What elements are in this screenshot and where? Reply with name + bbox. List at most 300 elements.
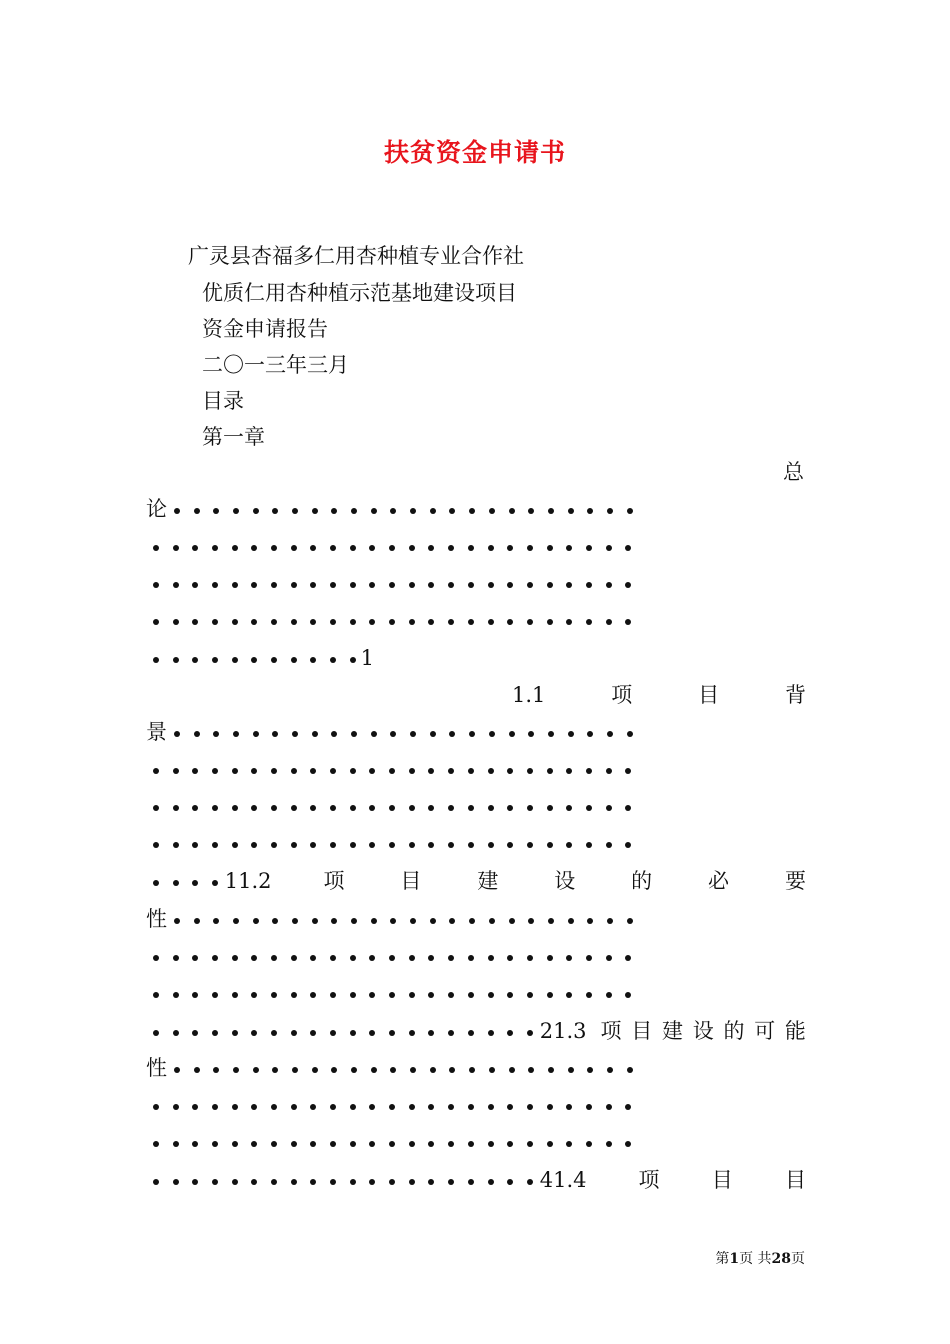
leader-dot bbox=[587, 1067, 593, 1073]
leader-dot bbox=[153, 1179, 159, 1185]
leader-dot bbox=[310, 805, 316, 811]
leader-dot bbox=[509, 508, 515, 514]
leader-dot bbox=[625, 955, 631, 961]
leader-dot bbox=[351, 1067, 357, 1073]
leader-dot bbox=[448, 582, 454, 588]
leader-dot bbox=[428, 1179, 434, 1185]
toc-line bbox=[146, 719, 806, 745]
toc-line bbox=[512, 682, 806, 708]
leader-dot bbox=[291, 1141, 297, 1147]
leader-dot bbox=[507, 545, 513, 551]
toc-line bbox=[146, 906, 806, 932]
leader-dot bbox=[507, 1104, 513, 1110]
leader-dot bbox=[310, 545, 316, 551]
leader-dot bbox=[527, 1104, 533, 1110]
leader-dot bbox=[448, 992, 454, 998]
leader-dot bbox=[606, 582, 612, 588]
leader-dot bbox=[251, 1104, 257, 1110]
toc-text: 景 bbox=[146, 720, 167, 744]
leader-dot bbox=[409, 842, 415, 848]
leader-dot bbox=[449, 731, 455, 737]
leader-dot bbox=[153, 1141, 159, 1147]
leader-dot bbox=[194, 1067, 200, 1073]
toc-text: 建 bbox=[661, 1019, 683, 1043]
leader-dot bbox=[489, 918, 495, 924]
leader-dot bbox=[448, 1141, 454, 1147]
leader-dot bbox=[310, 657, 316, 663]
leader-dot bbox=[173, 1179, 179, 1185]
leader-dot bbox=[627, 918, 633, 924]
page-footer bbox=[0, 1248, 805, 1268]
leader-dot bbox=[389, 1104, 395, 1110]
leader-dot bbox=[350, 955, 356, 961]
leader-dot bbox=[330, 545, 336, 551]
leader-dot bbox=[468, 955, 474, 961]
leader-dot bbox=[625, 582, 631, 588]
leader-dot bbox=[310, 582, 316, 588]
leader-dot bbox=[488, 1141, 494, 1147]
leader-dot bbox=[587, 508, 593, 514]
leader-dot bbox=[528, 731, 534, 737]
leader-dot bbox=[291, 842, 297, 848]
leader-dots bbox=[146, 756, 638, 782]
leader-dot bbox=[527, 582, 533, 588]
leader-dot bbox=[291, 545, 297, 551]
leader-dot bbox=[547, 1104, 553, 1110]
leader-dot bbox=[251, 1030, 257, 1036]
leader-dot bbox=[331, 731, 337, 737]
leader-dot bbox=[448, 842, 454, 848]
toc-text: 设 bbox=[554, 869, 576, 893]
leader-dot bbox=[428, 582, 434, 588]
toc-text: 项 bbox=[611, 683, 633, 707]
leader-dot bbox=[430, 1067, 436, 1073]
leader-dot bbox=[213, 918, 219, 924]
leader-dot bbox=[468, 582, 474, 588]
leader-dot bbox=[606, 1141, 612, 1147]
leader-dot bbox=[527, 768, 533, 774]
leader-dots bbox=[146, 607, 638, 633]
leader-dot bbox=[428, 955, 434, 961]
leader-dot bbox=[488, 1030, 494, 1036]
leader-dot bbox=[291, 1104, 297, 1110]
leader-dot bbox=[173, 842, 179, 848]
leader-dot bbox=[547, 955, 553, 961]
toc-text: 能 bbox=[784, 1019, 806, 1043]
leader-dot bbox=[430, 508, 436, 514]
leader-dot bbox=[428, 1104, 434, 1110]
leader-dot bbox=[527, 1030, 533, 1036]
toc-line bbox=[146, 645, 806, 671]
footer-page-number: 1 bbox=[729, 1251, 740, 1267]
leader-dot bbox=[153, 582, 159, 588]
leader-dot bbox=[607, 731, 613, 737]
leader-dot bbox=[310, 955, 316, 961]
leader-dot bbox=[233, 508, 239, 514]
leader-dot bbox=[251, 657, 257, 663]
leader-dot bbox=[587, 918, 593, 924]
leader-dot bbox=[194, 508, 200, 514]
leader-dot bbox=[428, 545, 434, 551]
leader-dot bbox=[390, 1067, 396, 1073]
leader-dot bbox=[527, 955, 533, 961]
leader-dot bbox=[173, 955, 179, 961]
chapter-one-label: 第一章 bbox=[202, 425, 265, 449]
toc-text: 目 bbox=[784, 1168, 806, 1192]
leader-dot bbox=[625, 992, 631, 998]
leader-dot bbox=[271, 955, 277, 961]
leader-dot bbox=[527, 619, 533, 625]
leader-dot bbox=[350, 1104, 356, 1110]
toc-line bbox=[146, 1129, 806, 1155]
toc-line bbox=[146, 570, 806, 596]
leader-dot bbox=[312, 918, 318, 924]
toc-line bbox=[146, 793, 806, 819]
leader-dot bbox=[310, 768, 316, 774]
leader-dot bbox=[291, 992, 297, 998]
leader-dot bbox=[566, 1104, 572, 1110]
leader-dot bbox=[350, 805, 356, 811]
leader-dot bbox=[586, 582, 592, 588]
leader-dot bbox=[507, 992, 513, 998]
leader-dot bbox=[212, 619, 218, 625]
toc-text: 项 bbox=[323, 869, 345, 893]
leader-dot bbox=[330, 805, 336, 811]
leader-dot bbox=[389, 768, 395, 774]
leader-dot bbox=[251, 1141, 257, 1147]
leader-dot bbox=[212, 545, 218, 551]
leader-dot bbox=[253, 918, 259, 924]
leader-dot bbox=[409, 955, 415, 961]
leader-dot bbox=[212, 805, 218, 811]
leader-dot bbox=[586, 1104, 592, 1110]
leader-dot bbox=[527, 805, 533, 811]
leader-dot bbox=[350, 1179, 356, 1185]
leader-dot bbox=[389, 955, 395, 961]
leader-dots bbox=[146, 868, 225, 894]
leader-dot bbox=[232, 805, 238, 811]
leader-dots bbox=[146, 570, 638, 596]
leader-dot bbox=[212, 992, 218, 998]
leader-dot bbox=[192, 619, 198, 625]
toc-text: 目 bbox=[631, 1019, 653, 1043]
leader-dot bbox=[625, 768, 631, 774]
leader-dot bbox=[527, 545, 533, 551]
leader-dot bbox=[330, 768, 336, 774]
leader-dot bbox=[488, 842, 494, 848]
leader-dot bbox=[173, 1141, 179, 1147]
leader-dot bbox=[606, 842, 612, 848]
leader-dot bbox=[389, 1141, 395, 1147]
leader-dot bbox=[212, 1179, 218, 1185]
leader-dot bbox=[350, 545, 356, 551]
leader-dot bbox=[409, 1141, 415, 1147]
leader-dot bbox=[548, 508, 554, 514]
leader-dot bbox=[548, 918, 554, 924]
leader-dot bbox=[566, 842, 572, 848]
leader-dot bbox=[212, 582, 218, 588]
leader-dot bbox=[251, 619, 257, 625]
leader-dot bbox=[153, 545, 159, 551]
leader-dot bbox=[330, 955, 336, 961]
leader-dot bbox=[606, 955, 612, 961]
leader-dot bbox=[271, 1030, 277, 1036]
leader-dot bbox=[369, 1179, 375, 1185]
leader-dot bbox=[409, 1104, 415, 1110]
cooperative-name: 广灵县杏福多仁用杏种植专业合作社 bbox=[188, 244, 524, 268]
leader-dot bbox=[330, 582, 336, 588]
toc-text: 项 bbox=[600, 1019, 622, 1043]
leader-dot bbox=[488, 1179, 494, 1185]
leader-dot bbox=[291, 768, 297, 774]
leader-dot bbox=[409, 768, 415, 774]
leader-dot bbox=[173, 768, 179, 774]
leader-dot bbox=[371, 1067, 377, 1073]
leader-dot bbox=[213, 1067, 219, 1073]
leader-dot bbox=[271, 1179, 277, 1185]
leader-dot bbox=[507, 582, 513, 588]
leader-dot bbox=[251, 582, 257, 588]
leader-dot bbox=[448, 1104, 454, 1110]
leader-dot bbox=[527, 842, 533, 848]
leader-dot bbox=[468, 805, 474, 811]
leader-dot bbox=[174, 918, 180, 924]
toc-text: 设 bbox=[692, 1019, 714, 1043]
leader-dot bbox=[448, 545, 454, 551]
leader-dot bbox=[489, 508, 495, 514]
page-number: 1 bbox=[360, 646, 374, 670]
leader-dot bbox=[509, 1067, 515, 1073]
leader-dot bbox=[292, 508, 298, 514]
leader-dot bbox=[310, 1104, 316, 1110]
leader-dots bbox=[167, 496, 640, 522]
leader-dot bbox=[291, 955, 297, 961]
leader-dot bbox=[351, 731, 357, 737]
leader-dot bbox=[488, 582, 494, 588]
leader-dot bbox=[568, 731, 574, 737]
leader-dot bbox=[389, 1179, 395, 1185]
leader-dot bbox=[448, 955, 454, 961]
leader-dot bbox=[233, 731, 239, 737]
leader-dot bbox=[271, 657, 277, 663]
leader-dot bbox=[507, 768, 513, 774]
leader-dots bbox=[146, 1167, 540, 1193]
leader-dot bbox=[310, 1030, 316, 1036]
leader-dot bbox=[606, 1104, 612, 1110]
toc-text: 背 bbox=[784, 683, 806, 707]
project-name: 优质仁用杏种植示范基地建设项目 bbox=[202, 281, 517, 305]
leader-dot bbox=[212, 1141, 218, 1147]
leader-dot bbox=[369, 1030, 375, 1036]
leader-dot bbox=[527, 1141, 533, 1147]
leader-dot bbox=[312, 731, 318, 737]
leader-dot bbox=[371, 731, 377, 737]
leader-dot bbox=[389, 992, 395, 998]
leader-dot bbox=[173, 619, 179, 625]
leader-dot bbox=[428, 619, 434, 625]
leader-dot bbox=[232, 955, 238, 961]
leader-dot bbox=[586, 992, 592, 998]
leader-dot bbox=[350, 619, 356, 625]
leader-dot bbox=[232, 1104, 238, 1110]
leader-dot bbox=[625, 1141, 631, 1147]
leader-dot bbox=[253, 508, 259, 514]
leader-dot bbox=[468, 842, 474, 848]
leader-dot bbox=[547, 545, 553, 551]
leader-dot bbox=[192, 1141, 198, 1147]
leader-dot bbox=[330, 1141, 336, 1147]
leader-dot bbox=[371, 918, 377, 924]
leader-dot bbox=[448, 619, 454, 625]
leader-dot bbox=[153, 842, 159, 848]
leader-dot bbox=[488, 619, 494, 625]
leader-dot bbox=[232, 582, 238, 588]
leader-dot bbox=[468, 1179, 474, 1185]
leader-dot bbox=[369, 768, 375, 774]
toc-text: 目 bbox=[698, 683, 720, 707]
leader-dot bbox=[173, 657, 179, 663]
leader-dot bbox=[606, 768, 612, 774]
leader-dot bbox=[428, 805, 434, 811]
toc-line bbox=[146, 1018, 806, 1044]
leader-dot bbox=[153, 657, 159, 663]
toc-line bbox=[146, 533, 806, 559]
leader-dot bbox=[566, 992, 572, 998]
leader-dot bbox=[586, 768, 592, 774]
leader-dots bbox=[146, 943, 638, 969]
leader-dot bbox=[428, 1030, 434, 1036]
leader-dot bbox=[448, 1030, 454, 1036]
leader-dot bbox=[528, 918, 534, 924]
leader-dot bbox=[528, 508, 534, 514]
leader-dot bbox=[409, 1179, 415, 1185]
leader-dot bbox=[566, 545, 572, 551]
leader-dot bbox=[507, 1030, 513, 1036]
leader-dot bbox=[330, 842, 336, 848]
leader-dot bbox=[527, 1179, 533, 1185]
leader-dot bbox=[389, 805, 395, 811]
footer-suffix: 页 bbox=[791, 1251, 805, 1267]
document-title: 扶贫资金申请书 bbox=[383, 138, 566, 167]
toc-text: 41.4 bbox=[539, 1168, 587, 1192]
leader-dot bbox=[350, 657, 356, 663]
toc-line bbox=[146, 830, 806, 856]
toc-line bbox=[146, 1055, 806, 1081]
leader-dot bbox=[350, 1141, 356, 1147]
leader-dot bbox=[606, 619, 612, 625]
toc-line bbox=[146, 459, 806, 485]
leader-dots bbox=[146, 533, 638, 559]
leader-dot bbox=[390, 731, 396, 737]
leader-dot bbox=[251, 955, 257, 961]
leader-dot bbox=[488, 545, 494, 551]
leader-dot bbox=[192, 1030, 198, 1036]
leader-dot bbox=[173, 880, 179, 886]
leader-dot bbox=[566, 619, 572, 625]
leader-dot bbox=[292, 731, 298, 737]
leader-dot bbox=[291, 1179, 297, 1185]
leader-dot bbox=[468, 1030, 474, 1036]
leader-dot bbox=[547, 768, 553, 774]
leader-dot bbox=[272, 731, 278, 737]
leader-dot bbox=[625, 1104, 631, 1110]
leader-dot bbox=[291, 619, 297, 625]
leader-dot bbox=[430, 918, 436, 924]
leader-dot bbox=[509, 918, 515, 924]
leader-dot bbox=[409, 619, 415, 625]
leader-dot bbox=[389, 842, 395, 848]
leader-dot bbox=[627, 731, 633, 737]
leader-dot bbox=[566, 955, 572, 961]
leader-dot bbox=[430, 731, 436, 737]
leader-dot bbox=[192, 805, 198, 811]
leader-dot bbox=[448, 1179, 454, 1185]
leader-dot bbox=[409, 582, 415, 588]
leader-dot bbox=[173, 805, 179, 811]
leader-dot bbox=[330, 992, 336, 998]
leader-dot bbox=[251, 992, 257, 998]
leader-dot bbox=[212, 955, 218, 961]
toc-heading: 目录 bbox=[202, 389, 244, 413]
toc-text: 总 bbox=[783, 460, 804, 484]
leader-dot bbox=[174, 508, 180, 514]
leader-dot bbox=[607, 918, 613, 924]
leader-dot bbox=[271, 545, 277, 551]
leader-dot bbox=[468, 545, 474, 551]
leader-dot bbox=[291, 657, 297, 663]
leader-dot bbox=[468, 1104, 474, 1110]
leader-dot bbox=[251, 768, 257, 774]
leader-dot bbox=[233, 1067, 239, 1073]
leader-dot bbox=[428, 842, 434, 848]
leader-dots bbox=[146, 1018, 540, 1044]
leader-dot bbox=[488, 1104, 494, 1110]
leader-dot bbox=[194, 918, 200, 924]
leader-dot bbox=[410, 1067, 416, 1073]
leader-dot bbox=[233, 918, 239, 924]
leader-dot bbox=[312, 1067, 318, 1073]
leader-dot bbox=[173, 582, 179, 588]
leader-dot bbox=[272, 1067, 278, 1073]
toc-text: 性 bbox=[146, 1056, 167, 1080]
leader-dot bbox=[153, 1104, 159, 1110]
leader-dots bbox=[146, 793, 638, 819]
leader-dot bbox=[625, 805, 631, 811]
leader-dot bbox=[271, 992, 277, 998]
leader-dot bbox=[369, 805, 375, 811]
leader-dot bbox=[469, 731, 475, 737]
leader-dot bbox=[272, 918, 278, 924]
leader-dot bbox=[566, 805, 572, 811]
leader-dot bbox=[625, 545, 631, 551]
leader-dot bbox=[488, 805, 494, 811]
leader-dot bbox=[174, 731, 180, 737]
leader-dot bbox=[428, 992, 434, 998]
leader-dot bbox=[331, 508, 337, 514]
leader-dot bbox=[369, 1141, 375, 1147]
leader-dot bbox=[627, 508, 633, 514]
leader-dot bbox=[507, 1179, 513, 1185]
leader-dot bbox=[489, 731, 495, 737]
leader-dot bbox=[192, 545, 198, 551]
toc-line bbox=[146, 943, 806, 969]
leader-dot bbox=[586, 805, 592, 811]
leader-dots bbox=[167, 1055, 640, 1081]
report-name: 资金申请报告 bbox=[202, 317, 328, 341]
leader-dot bbox=[507, 805, 513, 811]
leader-dot bbox=[350, 768, 356, 774]
leader-dot bbox=[232, 657, 238, 663]
